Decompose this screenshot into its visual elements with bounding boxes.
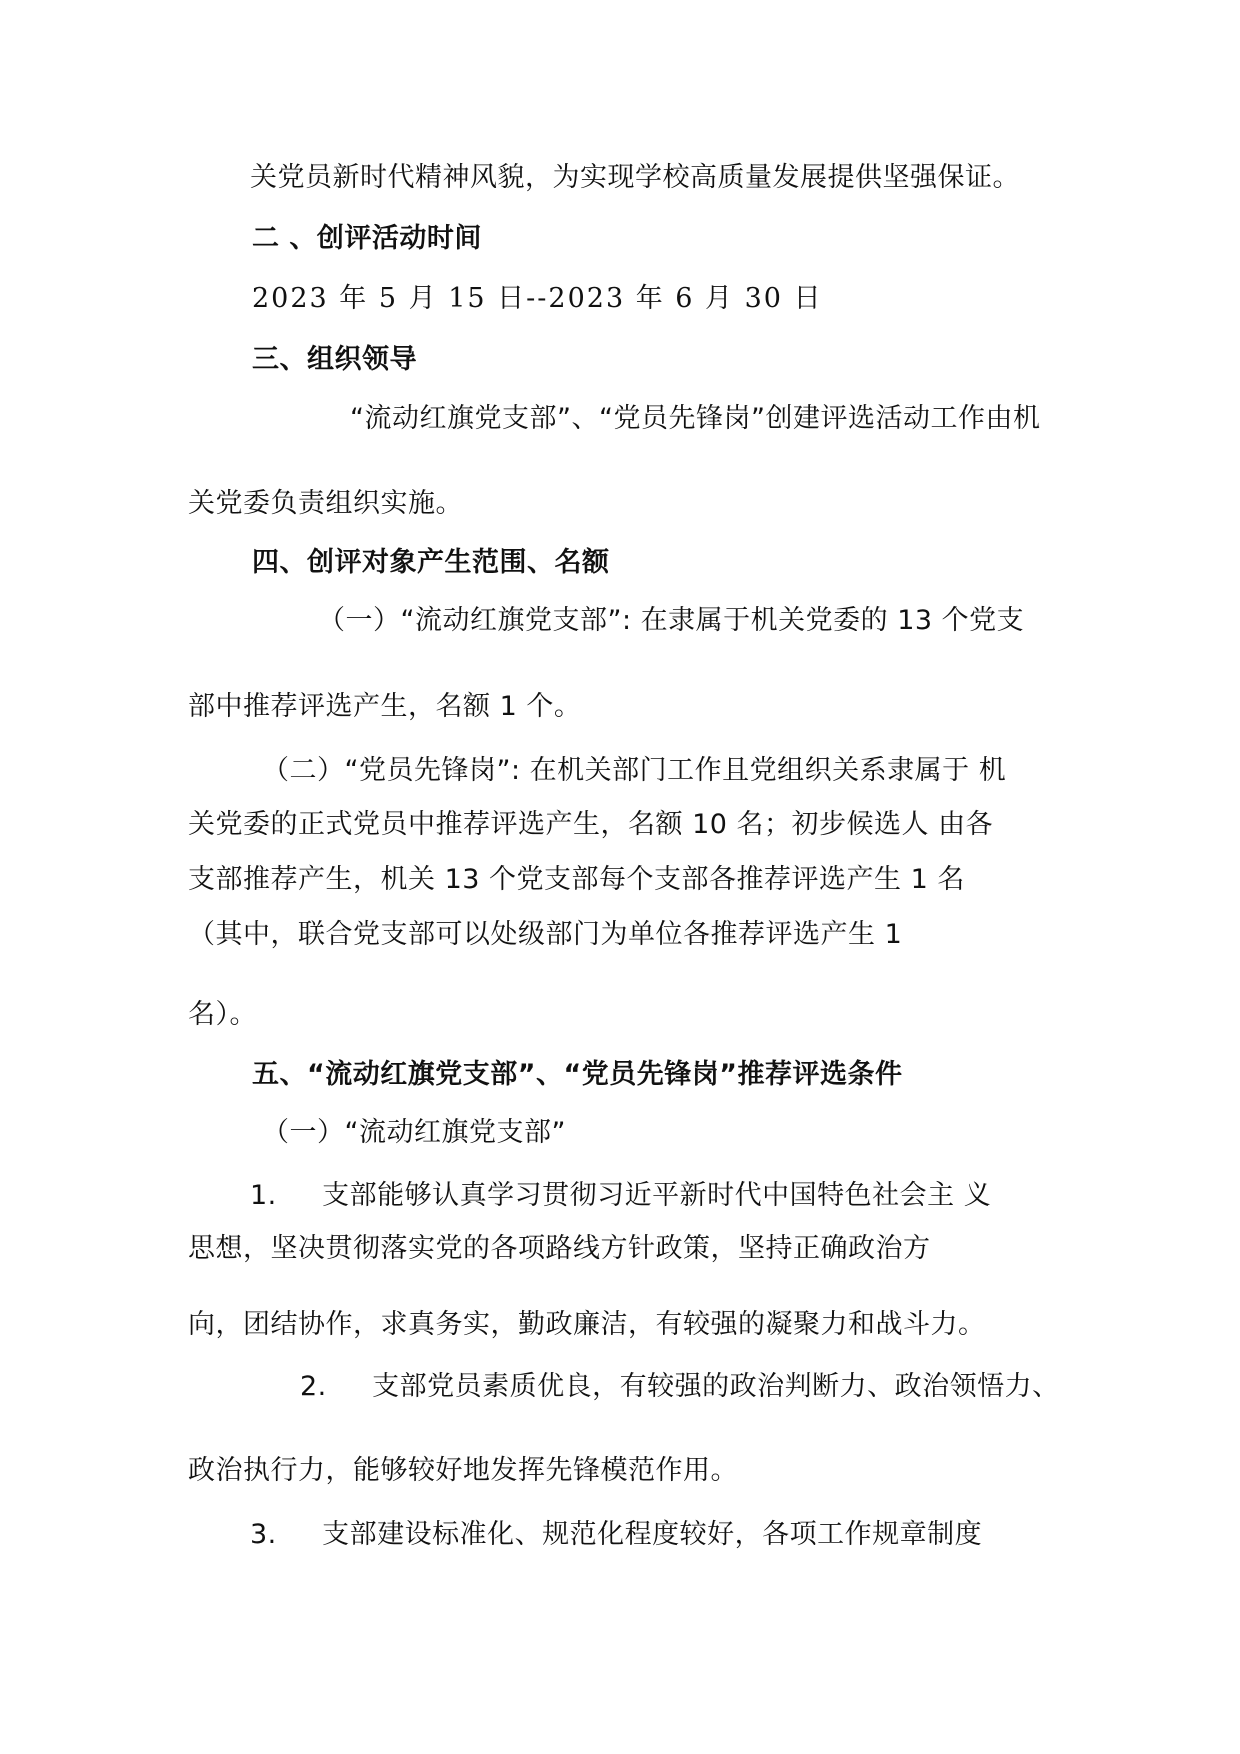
paragraph-line: 关党员新时代精神风貌，为实现学校高质量发展提供坚强保证。 [250,162,1020,193]
section-heading: 五、“流动红旗党支部”、“党员先锋岗”推荐评选条件 [252,1059,903,1090]
sub-heading: （一）“流动红旗党支部” [262,1117,566,1148]
list-item: 1. 支部能够认真学习贯彻习近平新时代中国特色社会主 义 [250,1180,992,1211]
paragraph-line: 向，团结协作，求真务实，勤政廉洁，有较强的凝聚力和战斗力。 [188,1309,986,1340]
section-heading: 三、组织领导 [252,344,417,375]
paragraph-line: “流动红旗党支部”、“党员先锋岗”创建评选活动工作由机 [350,403,1041,434]
paragraph-line: 关党委的正式党员中推荐评选产生，名额 10 名；初步候选人 由各 [188,809,994,840]
paragraph-line: （一）“流动红旗党支部”: 在隶属于机关党委的 13 个党支 [318,605,1025,636]
list-item: 3. 支部建设标准化、规范化程度较好，各项工作规章制度 [250,1519,983,1550]
paragraph-line: 关党委负责组织实施。 [188,488,463,519]
section-heading: 四、创评对象产生范围、名额 [252,547,610,578]
date-range: 2023 年 5 月 15 日--2023 年 6 月 30 日 [252,283,823,314]
section-heading: 二 、创评活动时间 [252,223,482,254]
paragraph-line: 名）。 [188,999,257,1030]
paragraph-line: 思想，坚决贯彻落实党的各项路线方针政策，坚持正确政治方 [188,1233,931,1264]
paragraph-line: 部中推荐评选产生，名额 1 个。 [188,691,582,722]
paragraph-line: 支部推荐产生，机关 13 个党支部每个支部各推荐评选产生 1 名 [188,864,965,895]
list-item: 2. 支部党员素质优良，有较强的政治判断力、政治领悟力、 [300,1371,1060,1402]
paragraph-line: 政治执行力，能够较好地发挥先锋模范作用。 [188,1455,738,1486]
paragraph-line: （二）“党员先锋岗”: 在机关部门工作且党组织关系隶属于 机 [262,755,1007,786]
paragraph-line: （其中，联合党支部可以处级部门为单位各推荐评选产生 1 [188,919,903,950]
